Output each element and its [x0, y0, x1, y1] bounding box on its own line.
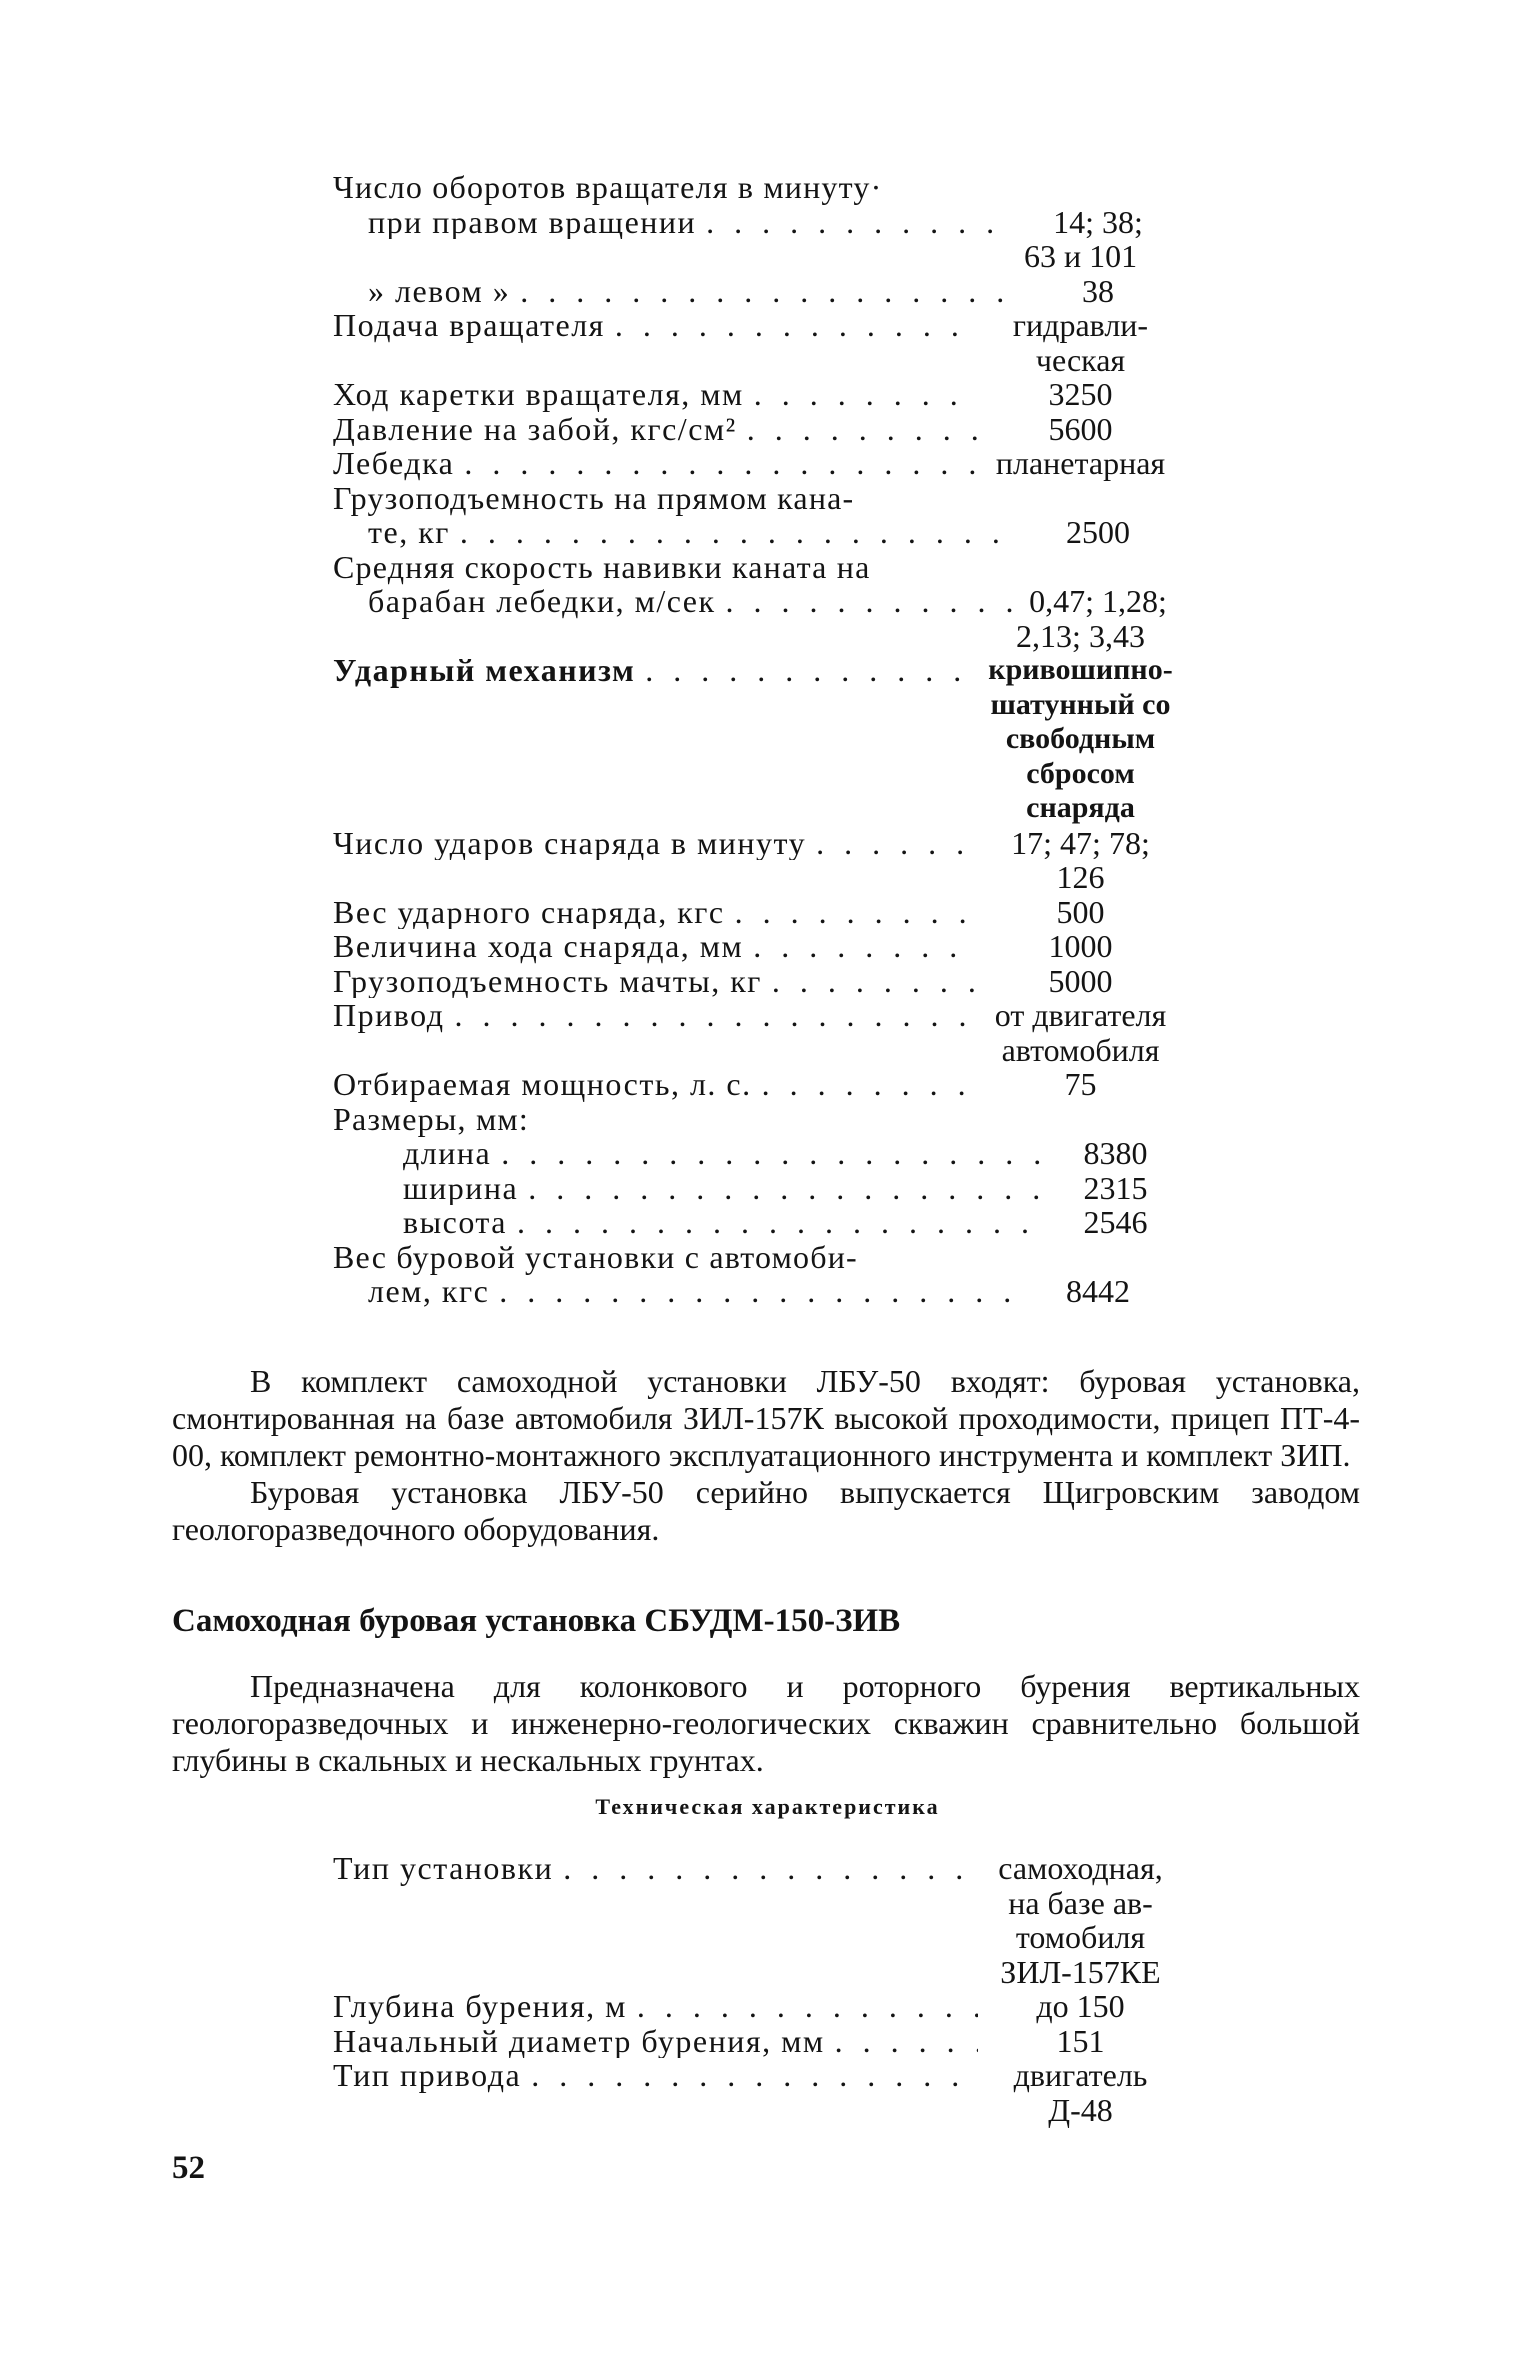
page-number: 52 [172, 2150, 205, 2186]
spec-label: Лебедка [333, 446, 455, 481]
spec-value: 8442 [1066, 1273, 1130, 1309]
spec-label: Ударный механизм [333, 653, 636, 688]
body-paragraphs [172, 1363, 1360, 1548]
section-title: Самоходная буровая установка СБУДМ-150-ЗИВ [172, 1603, 901, 1639]
spec-value: сбросом [1026, 756, 1135, 790]
spec-value: ческая [1035, 341, 1126, 378]
spec-label: Начальный диаметр бурения, мм [333, 2023, 825, 2058]
spec-value: свободным [1005, 722, 1156, 755]
spec-label: Глубина бурения, м [333, 1989, 627, 2024]
spec-row-length [333, 1136, 1183, 1171]
spec-label: Привод [333, 998, 445, 1033]
spec-value: до 150 [1036, 1988, 1125, 2024]
spec-label: те, кг [368, 515, 450, 550]
spec-value: 14; 38; [1053, 203, 1143, 240]
spec-value: двигатель [1013, 2057, 1148, 2093]
spec-row-mast-capacity [333, 964, 1183, 999]
spec-value: самоходная, [998, 1850, 1163, 1886]
spec-row-winch [333, 446, 1183, 481]
spec-label: Давление на забой, кгс/см² [333, 411, 737, 446]
spec-label: » левом » [368, 273, 511, 308]
spec-label: Тип установки [333, 1851, 554, 1886]
spec-label: Число оборотов вращателя в минуту· [333, 169, 883, 205]
spec-row-power [333, 1067, 1183, 1102]
spec-label: длина [403, 1136, 492, 1171]
spec-row-stroke [333, 929, 1183, 964]
spec-value: от двигателя [994, 997, 1167, 1033]
spec-value: планетарная [995, 445, 1166, 481]
spec-label: Вес ударного снаряда, кгс [333, 894, 725, 929]
spec-value: 2546 [1083, 1204, 1148, 1240]
subheading-tech-spec: Техническая характеристика [595, 1794, 940, 1819]
spec-label: Тип привода [333, 2058, 522, 2093]
spec-row-tool-weight [333, 895, 1183, 930]
spec-row-height [333, 1205, 1183, 1240]
spec-value: гидравли- [1012, 307, 1149, 343]
spec-value: 5600 [1048, 410, 1113, 447]
spec-value: 75 [1064, 1066, 1097, 1102]
spec-row-carriage [333, 377, 1183, 412]
spec-row-blows [333, 826, 1183, 861]
spec-value: кривошипно- [988, 653, 1173, 686]
spec-value: 5000 [1048, 962, 1113, 999]
spec-label: барабан лебедки, м/сек [368, 584, 716, 619]
spec-label: лем, кгс [368, 1274, 490, 1309]
spec-value: 2315 [1083, 1169, 1148, 1206]
spec-row-width [333, 1171, 1183, 1206]
spec-label: при правом вращении [368, 204, 697, 239]
spec-value: 38 [1082, 272, 1114, 309]
spec-row-weight [333, 1240, 1183, 1275]
spec-label: Размеры, мм: [333, 1100, 529, 1137]
spec-value: 17; 47; 78; [1011, 824, 1150, 861]
spec-row-impact [333, 653, 1183, 688]
spec-value: автомобиля [1001, 1031, 1160, 1068]
spec-label: Ход каретки вращателя, мм [333, 377, 744, 412]
paragraph-purpose: Предназначена для колонкового и роторного бурения вертикальных геологоразведочных и инженерно-геологических скважин сравнительно большой глубины в скальных и нескальных грунтах. [172, 1668, 1360, 1778]
spec-label: Вес буровой установки с автомоби- [333, 1238, 858, 1275]
spec-row-capacity [333, 481, 1183, 516]
spec-row-right-rotation [333, 205, 1183, 240]
spec-value: 2500 [1066, 514, 1130, 550]
spec-row-depth [333, 1989, 1183, 2024]
spec-label: Число ударов снаряда в минуту [333, 825, 807, 860]
spec-row-left-rotation [333, 274, 1183, 309]
spec-row-type [333, 1851, 1183, 1886]
paragraph-manufacturer: Буровая установка ЛБУ-50 серийно выпускается Щигровским заводом геологоразведочного оборудования. [172, 1474, 1360, 1547]
spec-label: Величина хода снаряда, мм [333, 929, 744, 964]
spec-value: томобиля [1015, 1919, 1146, 1955]
spec-row-rotation-speed [333, 170, 1183, 205]
spec-label: Грузоподъемность мачты, кг [333, 963, 762, 998]
spec-value: 2,13; 3,43 [1016, 617, 1145, 654]
spec-value: ЗИЛ-157КЕ [1000, 1953, 1161, 1990]
spec-value: 8380 [1083, 1135, 1148, 1171]
spec-list-lbu50 [333, 170, 1183, 1309]
spec-label: Грузоподъемность на прямом кана- [333, 479, 855, 516]
spec-value: 151 [1056, 2022, 1105, 2059]
spec-value: 0,47; 1,28; [1029, 583, 1167, 619]
spec-label: Отбираемая мощность, л. с. [333, 1067, 752, 1102]
spec-label: Подача вращателя [333, 308, 605, 343]
spec-value: 126 [1056, 859, 1105, 895]
spec-value: 63 и 101 [1023, 238, 1138, 274]
spec-label: высота [403, 1205, 507, 1240]
spec-value: снаряда [1026, 791, 1135, 824]
paragraph-kit: В комплект самоходной установки ЛБУ-50 входят: буровая установка, смонтированная на базе автомобиля ЗИЛ-157К высокой проходимости, прицеп ПТ-4-00, комплект ремонтно-монтажного эксплуатационного инструмента и комплект ЗИП. [172, 1363, 1360, 1473]
spec-label: Средняя скорость навивки каната на [333, 548, 871, 585]
spec-label: ширина [403, 1170, 519, 1205]
spec-value: Д-48 [1048, 2091, 1113, 2128]
spec-row-drive [333, 998, 1183, 1033]
spec-row-dims [333, 1102, 1183, 1137]
spec-row-pressure [333, 412, 1183, 447]
spec-value: шатунный со [990, 687, 1171, 721]
spec-row-drive-type [333, 2058, 1183, 2093]
spec-row-diameter [333, 2024, 1183, 2059]
spec-list-sbudm [333, 1851, 1183, 2127]
spec-row-feed [333, 308, 1183, 343]
body-purpose [172, 1668, 1360, 1779]
spec-value: 3250 [1048, 376, 1113, 412]
spec-row-speed [333, 550, 1183, 585]
spec-value: 1000 [1048, 928, 1113, 964]
spec-value: 500 [1056, 893, 1105, 930]
spec-value: на базе ав- [1008, 1884, 1153, 1921]
